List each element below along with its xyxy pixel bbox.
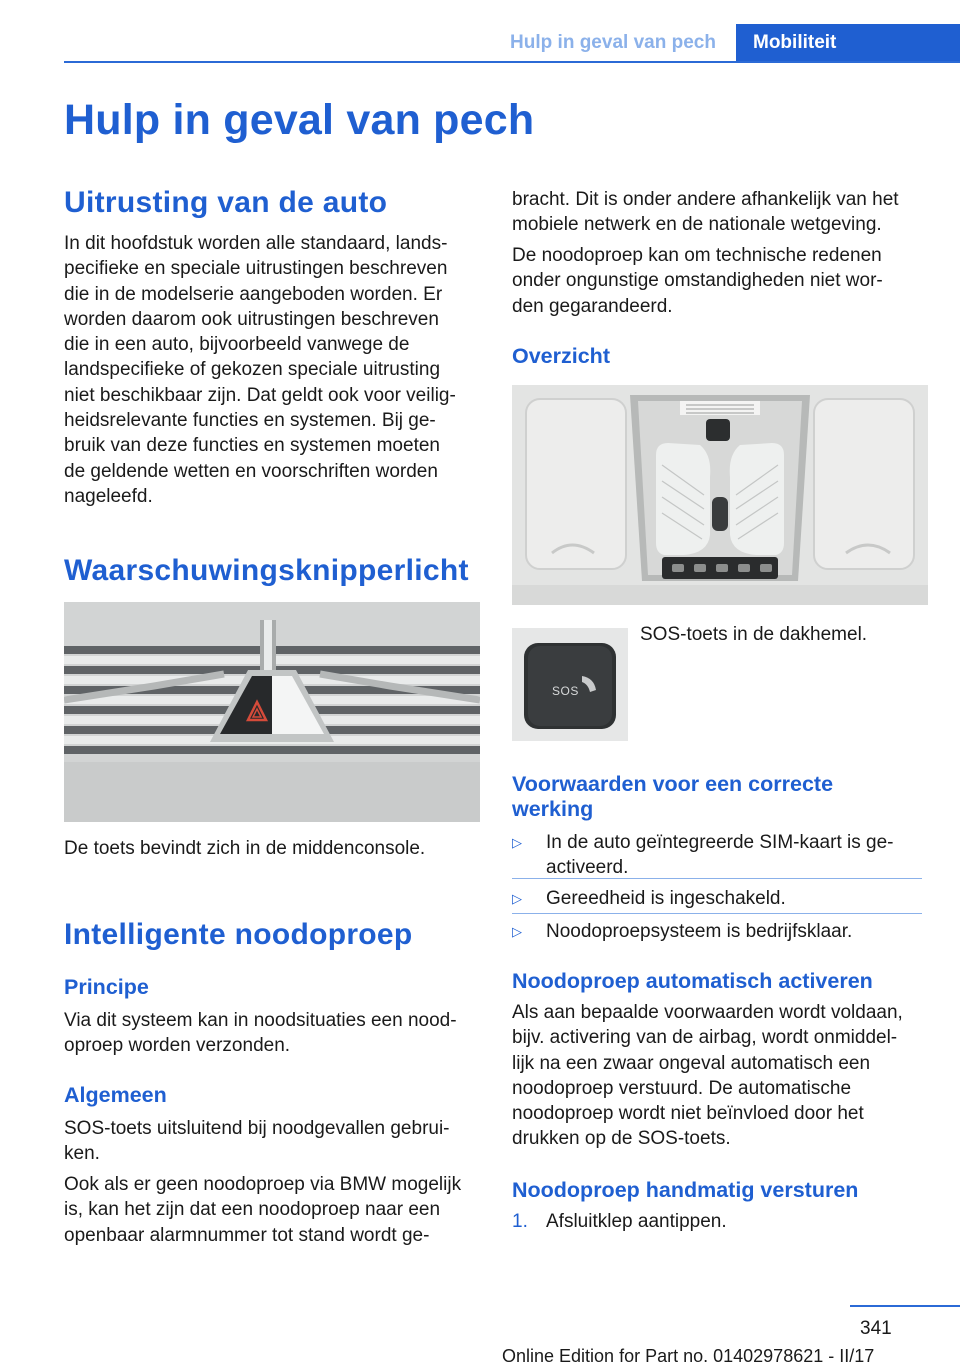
sos-button-image	[512, 628, 628, 741]
sos-caption: SOS-toets in de dakhemel.	[640, 624, 868, 645]
heading-equipment: Uitrusting van de auto	[64, 186, 388, 219]
heading-manual-send: Noodoproep handmatig versturen	[512, 1178, 859, 1202]
paragraph-general-1: SOS-toets uitsluitend bij noodgevallen gebrui‐ ken.	[64, 1118, 450, 1165]
step-text: Afsluitklep aantippen.	[546, 1211, 727, 1232]
footer-rule	[850, 1305, 960, 1307]
heading-auto-activation: Noodoproep automatisch activeren	[512, 969, 873, 993]
roof-console-image	[512, 385, 928, 605]
sos-label: SOS	[552, 684, 579, 698]
page-number: 341	[860, 1318, 892, 1339]
roof-console-illustration	[512, 385, 928, 605]
bullet-marker-icon: ▷	[512, 835, 522, 850]
chapter-tab: Mobiliteit	[736, 24, 960, 62]
step-number: 1.	[512, 1211, 528, 1232]
paragraph-principle: Via dit systeem kan in noodsituaties een nood‐ oproep worden verzonden.	[64, 1010, 457, 1057]
list-divider	[512, 878, 922, 879]
hazard-caption: De toets bevindt zich in de middenconsole.	[64, 838, 426, 859]
paragraph-guarantee: De noodoproep kan om technische redenen onder ongunstige omstandigheden niet wor‐ den gegarandeerd.	[512, 245, 883, 317]
paragraph-auto-activation: Als aan bepaalde voorwaarden wordt voldaan, bijv. activering van de airbag, wordt onmiddel‐ lijk na een zwaar ongeval automatisch een noodoproep verstuurd. De automatische noodoproep wordt niet beïnvloed door het drukken op de SOS-toets.	[512, 1002, 903, 1150]
list-divider	[512, 913, 922, 914]
heading-intelligent-emergency-call: Intelligente noodoproep	[64, 918, 413, 951]
heading-conditions: Voorwaarden voor een correcte werking	[512, 772, 834, 821]
bullet-marker-icon: ▷	[512, 924, 522, 939]
list-item	[512, 1209, 922, 1235]
edition-footer: Online Edition for Part no. 01402978621 - II/17	[502, 1346, 875, 1366]
heading-general: Algemeen	[64, 1083, 167, 1107]
list-item: ▷ In de auto geïntegreerde SIM-kaart is ge‐ activeerd.	[512, 832, 894, 879]
list-item: ▷ Noodoproepsysteem is bedrijfsklaar.	[512, 919, 922, 945]
running-header-section: Hulp in geval van pech	[510, 32, 716, 53]
page-title: Hulp in geval van pech	[64, 96, 535, 144]
list-item: ▷ Gereedheid is ingeschakeld.	[512, 886, 922, 912]
heading-hazard-light: Waarschuwingsknipperlicht	[64, 554, 469, 587]
heading-principle: Principe	[64, 975, 149, 999]
bullet-marker-icon: ▷	[512, 891, 522, 906]
hazard-switch-image	[64, 602, 480, 822]
hazard-switch-illustration	[64, 602, 480, 822]
heading-overview: Overzicht	[512, 344, 610, 368]
header-rule	[64, 61, 960, 63]
paragraph-continued: bracht. Dit is onder andere afhankelijk van het mobiele netwerk en de nationale wetgeving.	[512, 189, 899, 236]
paragraph-equipment: In dit hoofdstuk worden alle standaard, lands‐ pecifieke en speciale uitrustingen beschreven die in de modelserie aangeboden worden. Er worden daarom ook uitrustingen beschreven die in een auto, bijvoorbeeld vanwege de landspecifieke of gekozen speciale uitrusting niet beschikbaar zijn. Dat geldt ook voor veilig‐ heidsrelevante functies en systemen. Bij ge‐ bruik van deze functies en systemen moeten de geldende wetten en voorschriften worden nageleefd.	[64, 233, 456, 507]
paragraph-general-2: Ook als er geen noodoproep via BMW mogelijk is, kan het zijn dat een noodoproep naar een openbaar alarmnummer tot stand wordt ge‐	[64, 1174, 462, 1246]
